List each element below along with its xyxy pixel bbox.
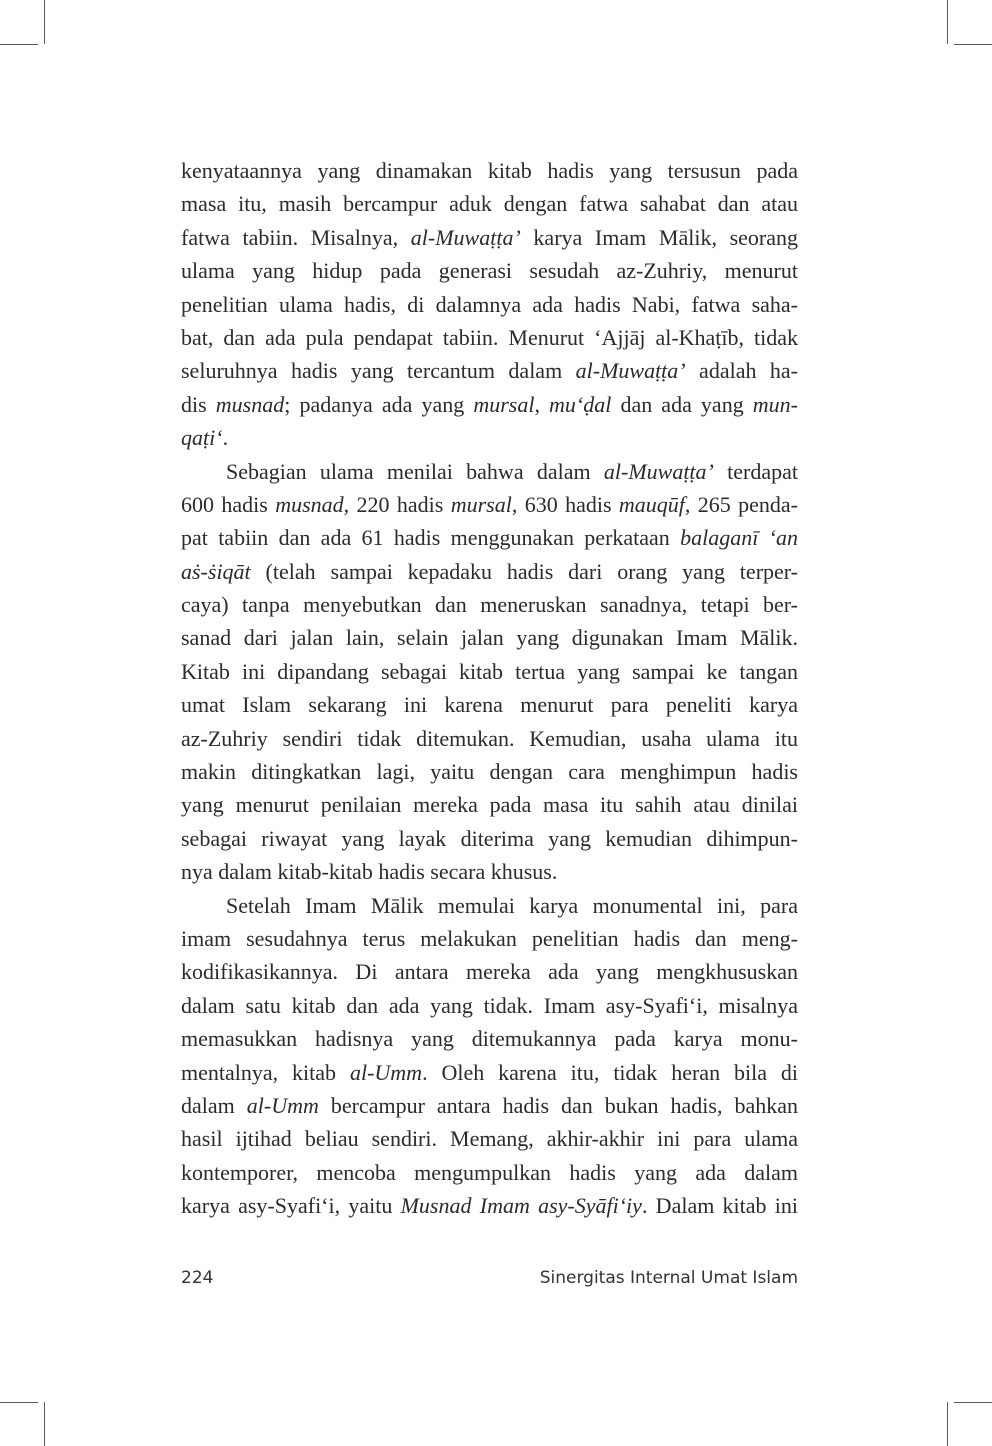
text-segment: bercampur antara hadis dan bukan hadis, bahkan <box>318 1092 798 1118</box>
italic-term: al-Umm <box>246 1092 319 1118</box>
text-line <box>181 421 798 454</box>
text-line <box>181 1089 798 1122</box>
crop-mark-top-right-vertical <box>947 0 948 44</box>
text-segment: , 265 penda- <box>684 491 798 517</box>
text-segment: Setelah Imam Mālik memulai karya monumental ini, para <box>226 892 798 918</box>
text-segment: Sebagian ulama menilai bahwa dalam <box>226 458 604 484</box>
text-line <box>181 922 798 955</box>
italic-term: musnad, <box>275 491 350 517</box>
text-segment: ulama yang hidup pada generasi sesudah az-Zuhriy, menurut <box>181 258 798 284</box>
text-segment: seluruhnya hadis yang tercantum dalam <box>181 358 576 384</box>
text-line <box>181 1122 798 1155</box>
text-segment: kodifikasikannya. Di antara mereka ada yang mengkhususkan <box>181 959 798 985</box>
italic-term: qaṭi‘ <box>181 425 223 451</box>
text-line <box>181 1056 798 1089</box>
text-segment: sebagai riwayat yang layak diterima yang kemudian dihimpun- <box>181 825 798 851</box>
italic-term: al-Muwaṭṭa’ <box>410 224 521 250</box>
text-line <box>181 788 798 821</box>
text-segment: dis <box>181 391 216 417</box>
text-segment: imam sesudahnya terus melakukan penelitian hadis dan meng- <box>181 925 798 951</box>
text-line <box>181 755 798 788</box>
text-line <box>181 254 798 287</box>
text-line <box>181 388 798 421</box>
text-line <box>181 1189 798 1222</box>
italic-term: Musnad Imam asy-Syāfi‘iy <box>400 1193 642 1219</box>
paragraph <box>181 889 798 1223</box>
italic-term: al-Muwaṭṭa’ <box>575 358 686 384</box>
text-segment: 600 hadis <box>181 491 276 517</box>
text-segment: 220 hadis <box>349 491 451 517</box>
text-line <box>181 488 798 521</box>
crop-mark-top-left-vertical <box>44 0 45 44</box>
text-line <box>181 455 798 488</box>
text-line <box>181 855 798 888</box>
text-segment: adalah ha- <box>685 358 798 384</box>
italic-term: al-Muwaṭṭa’ <box>603 458 714 484</box>
text-segment: dalam <box>181 1092 247 1118</box>
text-segment: . Oleh karena itu, tidak heran bila di <box>422 1059 798 1085</box>
text-segment: sanad dari jalan lain, selain jalan yang digunakan Imam Mālik. <box>181 625 798 651</box>
text-segment: terdapat <box>713 458 798 484</box>
crop-mark-bottom-left-horizontal <box>0 1402 38 1403</box>
text-segment: caya) tanpa menyebutkan dan meneruskan sanadnya, tetapi ber- <box>181 592 798 618</box>
text-segment: kenyataannya yang dinamakan kitab hadis yang tersusun pada <box>181 158 798 183</box>
text-segment: mentalnya, kitab <box>181 1059 350 1085</box>
text-line <box>181 154 798 187</box>
running-title: Sinergitas Internal Umat Islam <box>539 1268 798 1288</box>
text-segment: nya dalam kitab-kitab hadis secara khusus. <box>181 859 558 885</box>
italic-term: al-Umm <box>349 1059 423 1085</box>
text-segment: makin ditingkatkan lagi, yaitu dengan cara menghimpun hadis <box>181 759 798 785</box>
crop-mark-bottom-right-horizontal <box>954 1402 992 1403</box>
crop-mark-top-right-horizontal <box>954 44 992 45</box>
text-segment: yang menurut penilaian mereka pada masa itu sahih atau dinilai <box>181 792 798 818</box>
italic-term: balaganī ‘an <box>680 525 798 551</box>
text-segment: karya asy-Syafi‘i, yaitu <box>181 1193 401 1219</box>
text-line <box>181 555 798 588</box>
text-segment: karya Imam Mālik, seorang <box>520 224 799 250</box>
text-segment: , 630 hadis <box>511 491 619 517</box>
text-line <box>181 989 798 1022</box>
text-line <box>181 722 798 755</box>
text-segment: . <box>222 425 229 451</box>
text-line <box>181 621 798 654</box>
page-number: 224 <box>181 1268 214 1288</box>
text-line <box>181 288 798 321</box>
italic-term: mauqūf <box>618 491 685 517</box>
text-segment: Kitab ini dipandang sebagai kitab tertua yang sampai ke tangan <box>181 658 798 684</box>
text-segment: dalam satu kitab dan ada yang tidak. Imam asy-Syafi‘i, misalnya <box>181 992 798 1018</box>
body-text <box>181 154 798 1223</box>
text-line <box>181 655 798 688</box>
text-segment: penelitian ulama hadis, di dalamnya ada hadis Nabi, fatwa saha- <box>181 291 798 317</box>
text-segment: (telah sampai kepadaku hadis dari orang yang terper- <box>250 558 798 584</box>
paragraph <box>181 455 798 889</box>
paragraph <box>181 154 798 455</box>
text-segment: dan ada yang <box>611 391 753 417</box>
italic-term: mu‘ḍal <box>549 391 612 417</box>
text-segment: masa itu, masih bercampur aduk dengan fatwa sahabat dan atau <box>181 191 798 217</box>
text-line <box>181 521 798 554</box>
text-segment: bat, dan ada pula pendapat tabiin. Menurut ‘Ajjāj al-Khaṭīb, tidak <box>181 324 798 350</box>
italic-term: mursal <box>450 491 512 517</box>
text-line <box>181 822 798 855</box>
text-segment: , <box>534 391 550 417</box>
italic-term: mun- <box>752 391 799 417</box>
crop-mark-bottom-right-vertical <box>947 1402 948 1446</box>
text-segment: . Dalam kitab ini <box>641 1193 799 1219</box>
text-line <box>181 889 798 922</box>
text-line <box>181 321 798 354</box>
text-segment: pat tabiin dan ada 61 hadis menggunakan perkataan <box>181 525 681 551</box>
text-line <box>181 955 798 988</box>
crop-mark-top-left-horizontal <box>0 44 38 45</box>
text-line <box>181 688 798 721</box>
text-line <box>181 1156 798 1189</box>
text-segment: az-Zuhriy sendiri tidak ditemukan. Kemudian, usaha ulama itu <box>181 725 798 751</box>
text-line <box>181 588 798 621</box>
text-segment: hasil ijtihad beliau sendiri. Memang, akhir-akhir ini para ulama <box>181 1126 798 1152</box>
crop-mark-bottom-left-vertical <box>44 1402 45 1446</box>
italic-term: aṡ-ṡiqāt <box>181 558 251 584</box>
text-line <box>181 354 798 387</box>
text-line <box>181 221 798 254</box>
text-segment: umat Islam sekarang ini karena menurut para peneliti karya <box>181 692 798 718</box>
text-segment: fatwa tabiin. Misalnya, <box>181 224 411 250</box>
italic-term: musnad <box>215 391 285 417</box>
text-line <box>181 1022 798 1055</box>
text-segment: ; padanya ada yang <box>284 391 474 417</box>
text-line <box>181 187 798 220</box>
text-segment: kontemporer, mencoba mengumpulkan hadis yang ada dalam <box>181 1159 798 1185</box>
text-segment: memasukkan hadisnya yang ditemukannya pada karya monu- <box>181 1026 798 1052</box>
italic-term: mursal <box>473 391 535 417</box>
